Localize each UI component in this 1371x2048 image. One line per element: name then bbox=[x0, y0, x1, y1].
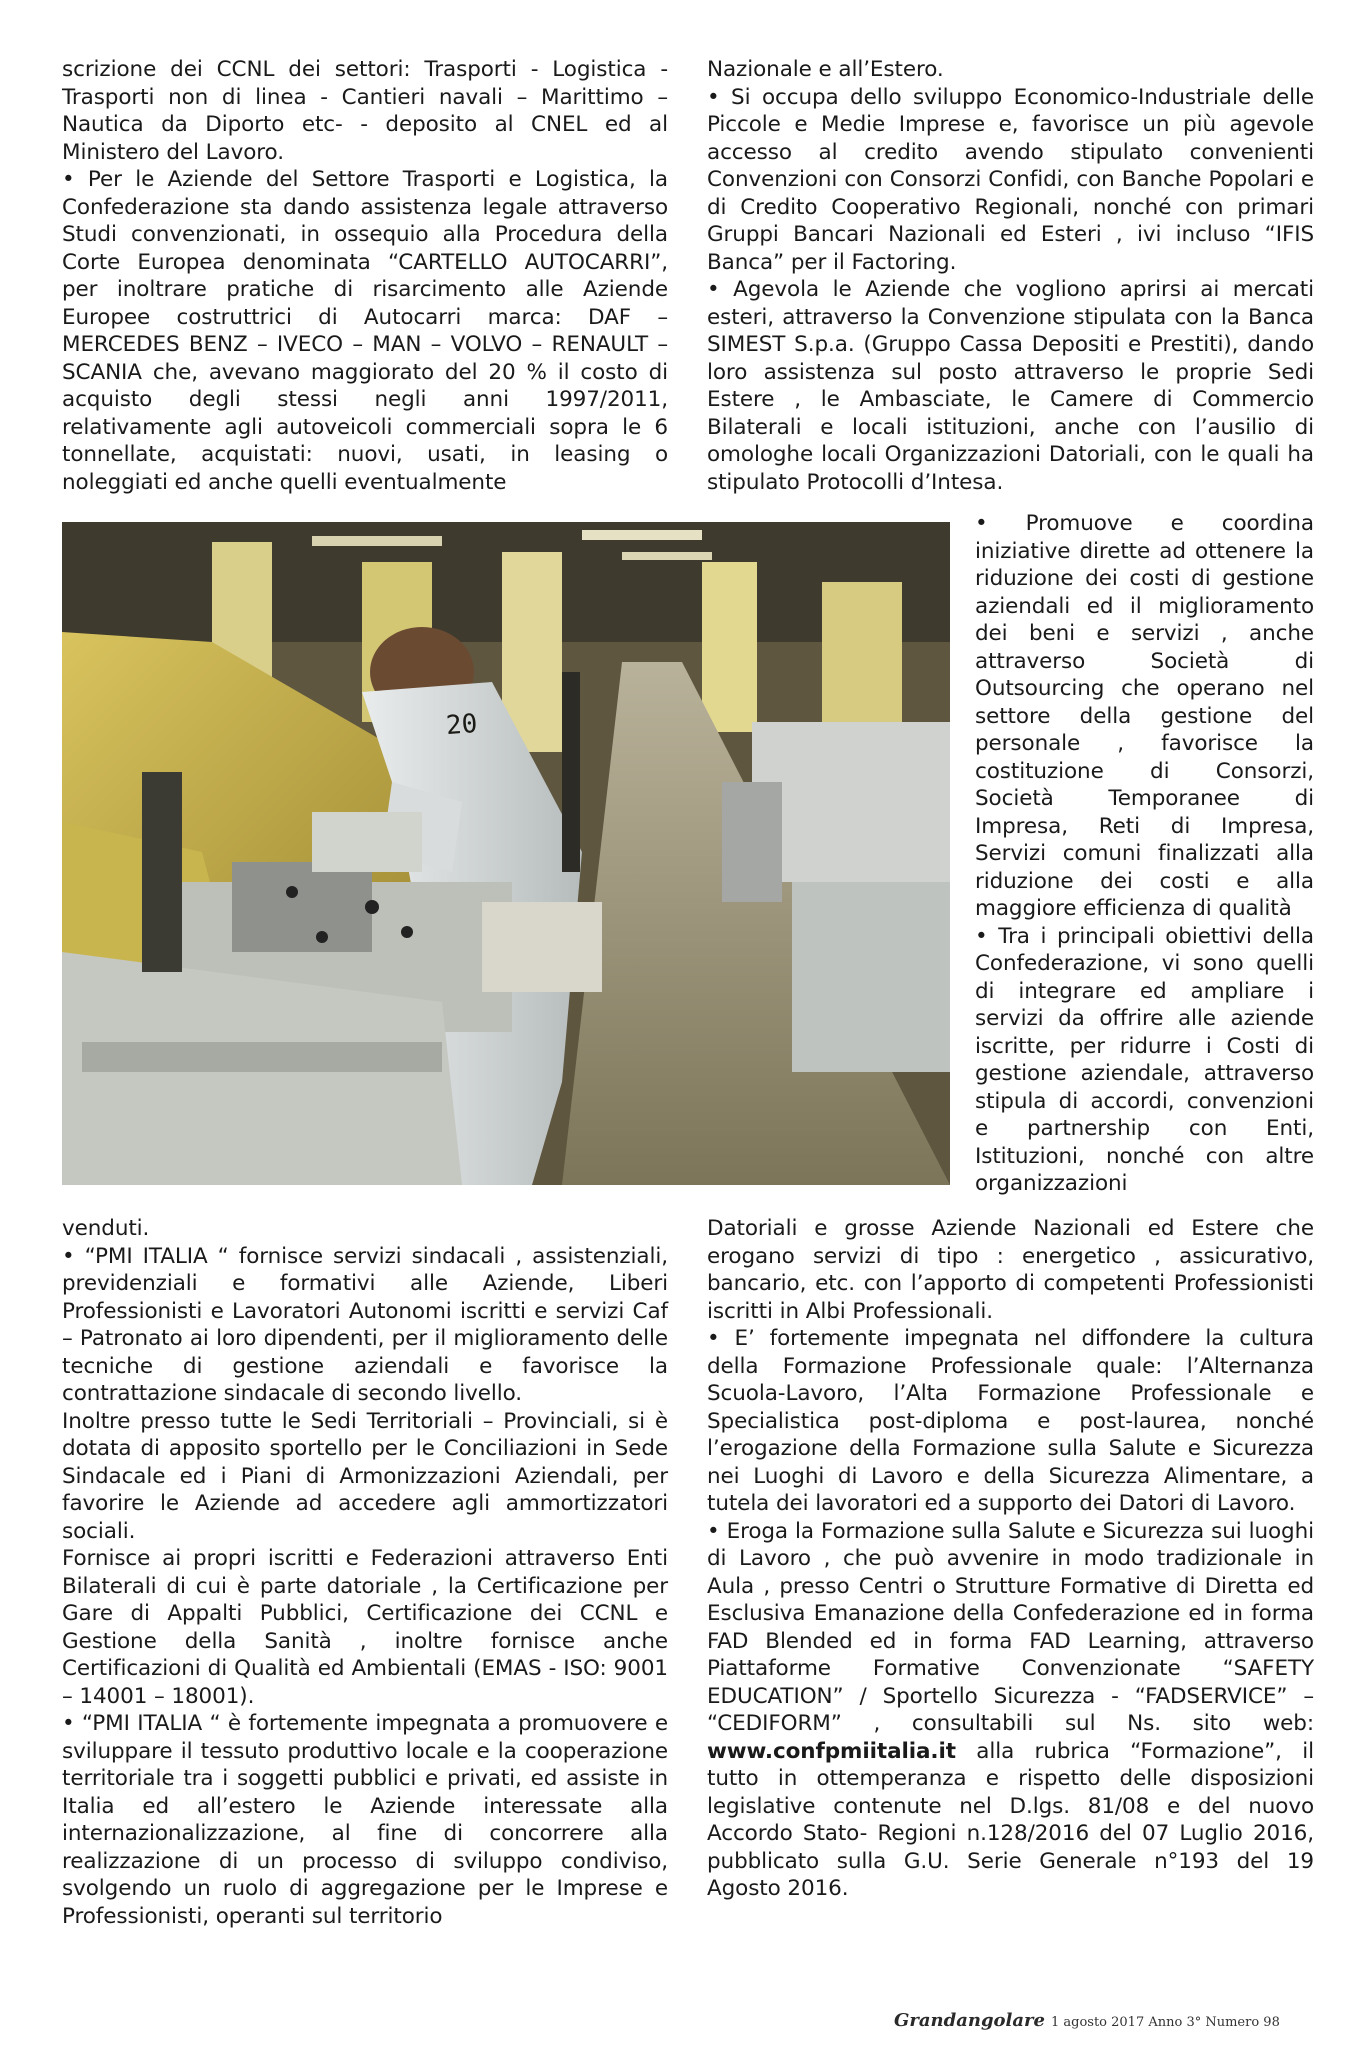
paragraph: venduti. bbox=[62, 1216, 150, 1241]
paragraph bbox=[707, 1518, 1314, 1903]
page-footer bbox=[894, 2010, 1324, 2036]
paragraph: Datoriali e grosse Aziende Nazionali ed Estere che erogano servizi di tipo : energetico , assicurativo, bancario, etc. con l’apporto di competenti Professionisti iscritti in Albi Professionali. bbox=[707, 1216, 1314, 1324]
paragraph: Nazionale e all’Estero. bbox=[707, 57, 944, 82]
paragraph: • “PMI ITALIA “ fornisce servizi sindacali , assistenziali, previdenziali e formativi alle Aziende, Liberi Professionisti e Lavoratori Autonomi iscritti e servizi Caf – Patronato ai loro dipendenti, per il miglioramento delle tecniche di gestione aziendali e favorisce la contrattazione sindacale di secondo livello. bbox=[62, 1243, 668, 1406]
paragraph: • Tra i principali obiettivi della Confederazione, vi sono quelli di integrare ed ampliare i servizi da offrire alle aziende iscritte, per ridurre i Costi di gestione aziendale, attraverso stipula di accordi, convenzioni e partnership con Enti, Istituzioni, nonché con altre organizzazioni bbox=[975, 923, 1314, 1196]
left-column-bottom bbox=[62, 1215, 668, 1930]
paragraph: scrizione dei CCNL dei settori: Trasporti - Logistica - Trasporti non di linea - Cantieri navali – Marittimo – Nautica da Diporto etc- - deposito al CNEL ed al Ministero del Lavoro. bbox=[62, 57, 668, 165]
website-link[interactable]: www.confpmiitalia.it bbox=[707, 1738, 956, 1764]
paragraph: • Per le Aziende del Settore Trasporti e Logistica, la Confederazione sta dando assistenza legale attraverso Studi convenzionati, in ossequio alla Procedura della Corte Europea denominata “CARTELLO AUTOCARRI”, per inoltrare pratiche di risarcimento alle Aziende Europee costruttrici di Autocarri marca: DAF – MERCEDES BENZ – IVECO – MAN – VOLVO – RENAULT – SCANIA che, avevano maggiorato del 20 % il costo di acquisto degli stessi negli anni 1997/2011, relativamente agli autoveicoli commerciali sopra le 6 tonnellate, acquistati: nuovi, usati, in leasing o noleggiati ed anche quelli eventualmente bbox=[62, 167, 668, 495]
right-column-bottom bbox=[707, 1215, 1314, 1903]
paragraph: Fornisce ai propri iscritti e Federazioni attraverso Enti Bilaterali di cui è parte datoriale , la Certificazione per Gare di Appalti Pubblici, Certificazione dei CCNL e Gestione della Sanità , inoltre fornisce anche Certificazioni di Qualità ed Ambientali (EMAS - ISO: 9001 – 14001 – 18001). bbox=[62, 1546, 668, 1709]
paragraph: • Promuove e coordina iniziative dirette ad ottenere la riduzione dei costi di gestione aziendali ed il miglioramento dei beni e servizi , anche attraverso Società di Outsourcing che operano nel settore della gestione del personale , favorisce la costituzione di Consorzi, Società Temporanee di Impresa, Reti di Impresa, Servizi comuni finalizzati alla riduzione dei costi e alla maggiore efficienza di qualità bbox=[975, 511, 1314, 921]
right-column-top bbox=[707, 56, 1314, 496]
paragraph-text: alla rubrica “Formazione”, il tutto in ottemperanza e rispetto delle disposizioni legislative contenute nel D.lgs. 81/08 e del nuovo Accordo Stato- Regioni n.128/2016 del 07 Luglio 2016, pubblicato sulla G.U. Serie Generale n°193 del 19 Agosto 2016. bbox=[707, 1738, 1314, 1901]
right-column-wrap bbox=[975, 510, 1314, 1198]
paragraph: Inoltre presso tutte le Sedi Territoriali – Provinciali, si è dotata di apposito sportello per le Conciliazioni in Sede Sindacale ed i Piani di Armonizzazioni Aziendali, per favorire le Aziende ad accedere agli ammortizzatori sociali. bbox=[62, 1408, 668, 1544]
paragraph: • E’ fortemente impegnata nel diffondere la cultura della Formazione Professionale quale: l’Alternanza Scuola-Lavoro, l’Alta Formazione Professionale e Specialistica post-diploma e post-laurea, nonché l’erogazione della Formazione sulla Salute e Sicurezza nei Luoghi di Lavoro e della Sicurezza Alimentare, a tutela dei lavoratori ed a supporto dei Datori di Lavoro. bbox=[707, 1326, 1314, 1516]
magazine-name: Grandangolare bbox=[894, 2010, 1045, 2031]
textile-factory-photo bbox=[62, 522, 950, 1185]
paragraph: • Si occupa dello sviluppo Economico-Industriale delle Piccole e Medie Imprese e, favorisce un più agevole accesso al credito avendo stipulato convenienti Convenzioni con Consorzi Confidi, con Banche Popolari e di Credito Cooperativo Regionali, nonché con primari Gruppi Bancari Nazionali ed Esteri , ivi incluso “IFIS Banca” per il Factoring. bbox=[707, 84, 1314, 275]
paragraph: • Agevola le Aziende che vogliono aprirsi ai mercati esteri, attraverso la Convenzione stipulata con la Banca SIMEST S.p.a. (Gruppo Cassa Depositi e Prestiti), dando loro assistenza sul posto attraverso le proprie Sedi Estere , le Ambasciate, le Camere di Commercio Bilaterali e locali istituzioni, anche con l’ausilio di omologhe locali Organizzazioni Datoriali, con le quali ha stipulato Protocolli d’Intesa. bbox=[707, 277, 1314, 495]
left-column-top bbox=[62, 56, 668, 496]
paragraph: • “PMI ITALIA “ è fortemente impegnata a promuovere e sviluppare il tessuto produttivo locale e la cooperazione territoriale tra i soggetti pubblici e privati, ed assiste in Italia ed all’estero le Aziende interessate alla internazionalizzazione, al fine di concorrere alla realizzazione di un processo di sviluppo condiviso, svolgendo un ruolo di aggregazione per le Imprese e Professionisti, operanti sul territorio bbox=[62, 1711, 668, 1929]
machine-number-label: 20 bbox=[444, 708, 479, 742]
photo-illustration bbox=[62, 522, 950, 1185]
paragraph-text: • Eroga la Formazione sulla Salute e Sicurezza sui luoghi di Lavoro , che può avvenire in modo tradizionale in Aula , presso Centri o Strutture Formative di Diretta ed Esclusiva Emanazione della Confederazione ed in forma FAD Blended ed in forma FAD Learning, attraverso Piattaforme Formative Convenzionate “SAFETY EDUCATION” / Sportello Sicurezza - “FADSERVICE” – “CEDIFORM” , consultabili sul Ns. sito web: bbox=[707, 1518, 1314, 1736]
issue-info: 1 agosto 2017 Anno 3° Numero 98 bbox=[1050, 2015, 1280, 2030]
